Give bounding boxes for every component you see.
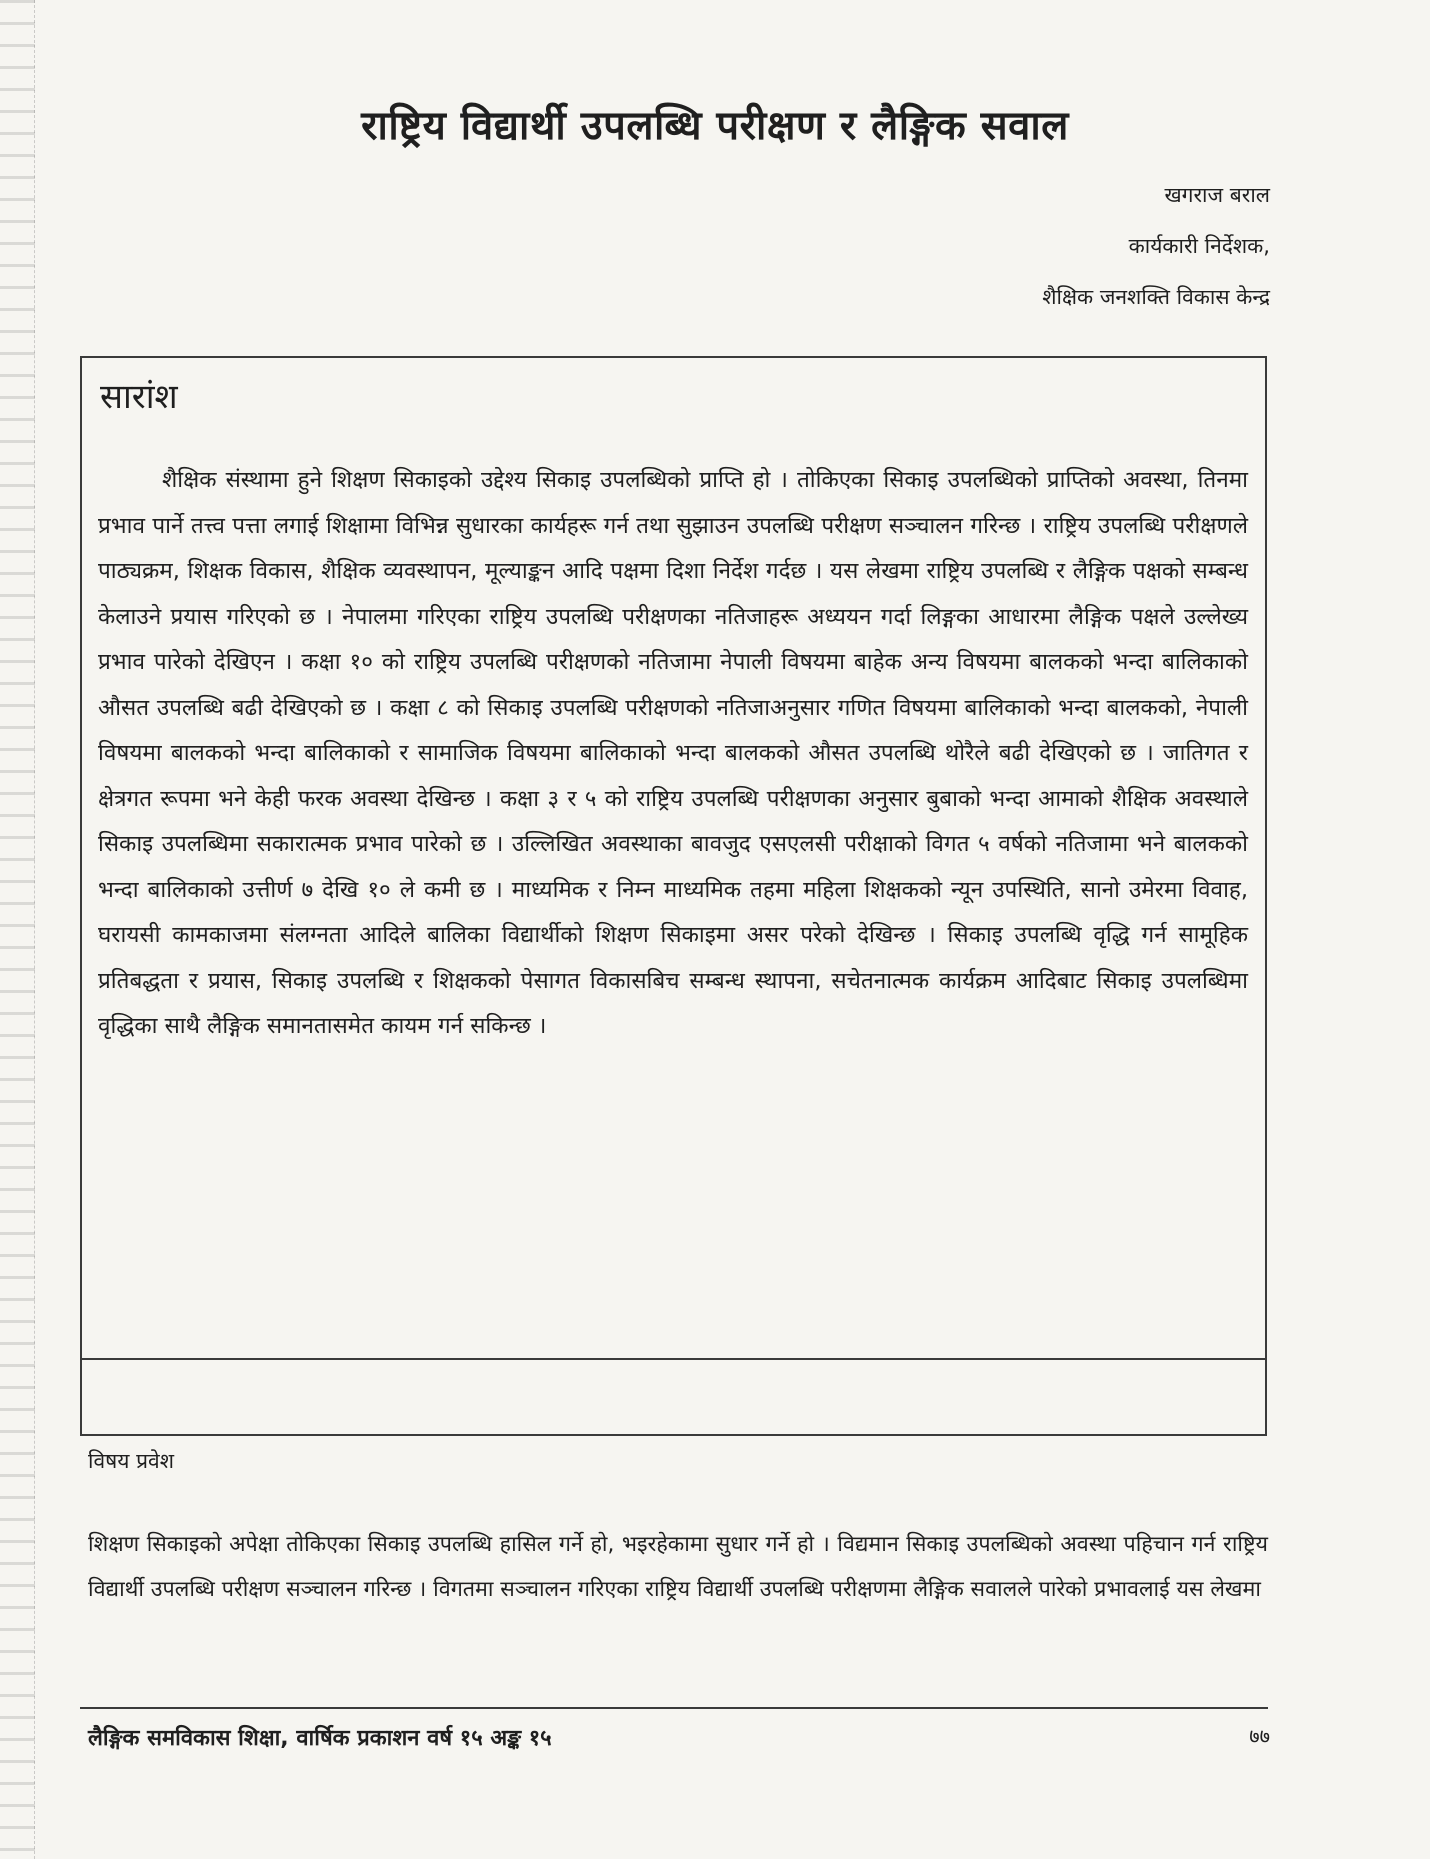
section-heading: विषय प्रवेश (88, 1449, 175, 1473)
abstract-heading: सारांश (100, 377, 178, 417)
abstract-box (80, 356, 1267, 1436)
page-number: ७७ (1249, 1724, 1270, 1748)
author-block (1042, 170, 1270, 323)
intro-paragraph: शिक्षण सिकाइको अपेक्षा तोकिएका सिकाइ उपलब्धि हासिल गर्ने हो, भइरहेकामा सुधार गर्ने हो । विद्यमान सिकाइ उपलब्धिको अवस्था पहिचान गर्न राष्ट्रिय विद्यार्थी उपलब्धि परीक्षण सञ्चालन गरिन्छ । विगतमा सञ्चालन गरिएका राष्ट्रिय विद्यार्थी उपलब्धि परीक्षणमा लैङ्गिक सवालले पारेको प्रभावलाई यस लेखमा (88, 1532, 1268, 1602)
footer-publication: लैङ्गिक समविकास शिक्षा, वार्षिक प्रकाशन वर्ष १५ अङ्क १५ (88, 1726, 552, 1751)
author-designation: कार्यकारी निर्देशक, (1128, 234, 1270, 258)
author-name: खगराज बराल (1164, 183, 1270, 207)
abstract-text: शैक्षिक संस्थामा हुने शिक्षण सिकाइको उद्देश्य सिकाइ उपलब्धिको प्राप्ति हो । तोकिएका सिकाइ उपलब्धिको प्राप्तिको अवस्था, तिनमा प्रभाव पार्ने तत्त्व पत्ता लगाई शिक्षामा विभिन्न सुधारका कार्यहरू गर्न तथा सुझाउन उपलब्धि परीक्षण सञ्चालन गरिन्छ । राष्ट्रिय उपलब्धि परीक्षणले पाठ्यक्रम, शिक्षक विकास, शैक्षिक व्यवस्थापन, मूल्याङ्कन आदि पक्षमा दिशा निर्देश गर्दछ । यस लेखमा राष्ट्रिय उपलब्धि र लैङ्गिक पक्षको सम्बन्ध केलाउने प्रयास गरिएको छ । नेपालमा गरिएका राष्ट्रिय उपलब्धि परीक्षणका नतिजाहरू अध्ययन गर्दा लिङ्गका आधारमा लैङ्गिक पक्षले उल्लेख्य प्रभाव पारेको देखिएन । कक्षा १० को राष्ट्रिय उपलब्धि परीक्षणको नतिजामा नेपाली विषयमा बाहेक अन्य विषयमा बालकको भन्दा बालिकाको औसत उपलब्धि बढी देखिएको छ । कक्षा ८ को सिकाइ उपलब्धि परीक्षणको नतिजाअनुसार गणित विषयमा बालिकाको भन्दा बालकको, नेपाली विषयमा बालकको भन्दा बालिकाको र सामाजिक विषयमा बालिकाको भन्दा बालकको औसत उपलब्धि थोरैले बढी देखिएको छ । जातिगत र क्षेत्रगत रूपमा भने केही फरक अवस्था देखिन्छ । कक्षा ३ र ५ को राष्ट्रिय उपलब्धि परीक्षणका अनुसार बुबाको भन्दा आमाको शैक्षिक अवस्थाले सिकाइ उपलब्धिमा सकारात्मक प्रभाव पारेको छ । उल्लिखित अवस्थाका बावजुद एसएलसी परीक्षाको विगत ५ वर्षको नतिजामा भने बालकको भन्दा बालिकाको उत्तीर्ण ७ देखि १० ले कमी छ । माध्यमिक र निम्न माध्यमिक तहमा महिला शिक्षकको न्यून उपस्थिति, सानो उमेरमा विवाह, घरायसी कामकाजमा संलग्नता आदिले बालिका विद्यार्थीको शिक्षण सिकाइमा असर परेको देखिन्छ । सिकाइ उपलब्धि वृद्धि गर्न सामूहिक प्रतिबद्धता र प्रयास, सिकाइ उपलब्धि र शिक्षकको पेसागत विकासबिच सम्बन्ध स्थापना, सचेतनात्मक कार्यक्रम आदिबाट सिकाइ उपलब्धिमा वृद्धिका साथै लैङ्गिक समानतासमेत कायम गर्न सकिन्छ । (98, 467, 1248, 1039)
abstract-divider (82, 1358, 1265, 1360)
author-organization: शैक्षिक जनशक्ति विकास केन्द्र (1042, 285, 1270, 309)
article-title: राष्ट्रिय विद्यार्थी उपलब्धि परीक्षण र लैङ्गिक सवाल (361, 103, 1069, 149)
binding-edge (0, 0, 35, 1859)
footer-divider (80, 1707, 1268, 1709)
